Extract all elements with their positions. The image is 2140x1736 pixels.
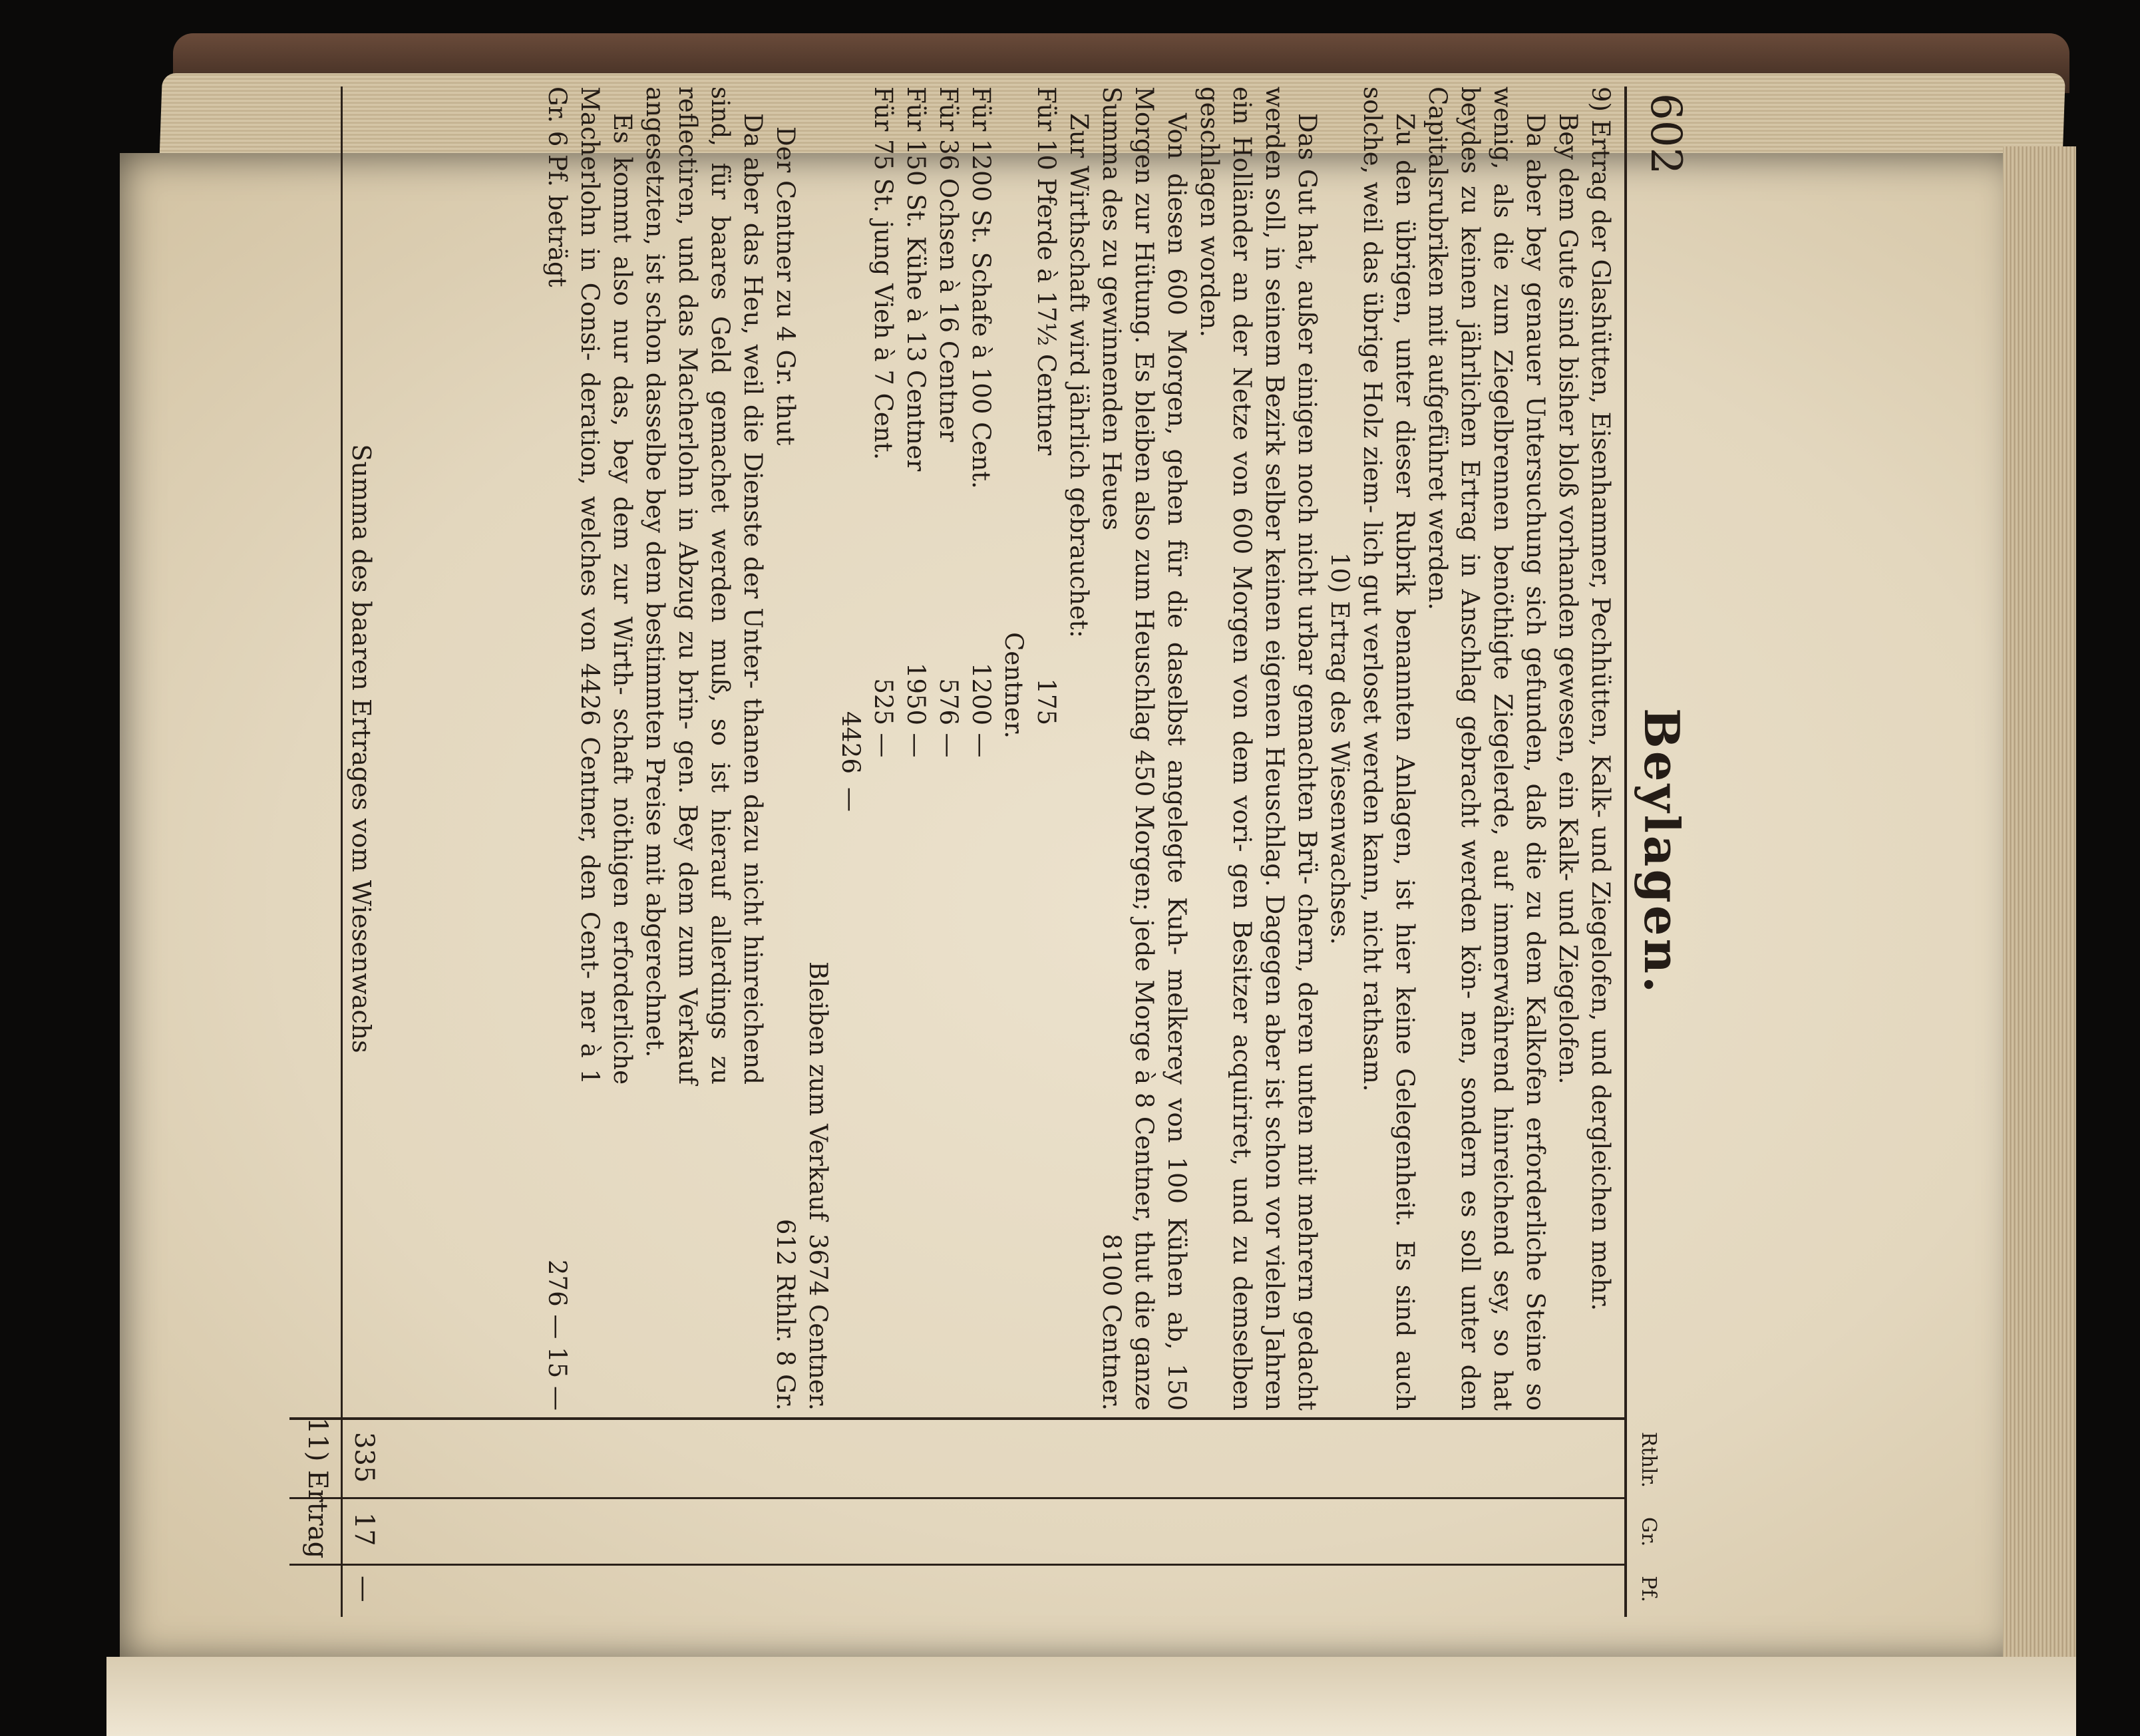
summa-line: Summa des baaren Ertrages vom Wiesenwachs [347, 444, 376, 1053]
wage-value: 276 — 15 — [543, 1260, 572, 1411]
remaining-value: 3674 Centner. [804, 1234, 832, 1411]
paragraph: Bey dem Gute sind bisher bloß vorhanden gewesen, ein Kalk- und Ziegelofen. [1554, 113, 1582, 1085]
paragraph: Zur Wirthschaft wird jährlich gebrauchet: [1065, 113, 1093, 638]
paragraph: Das Gut hat, außer einigen noch nicht urbar gemachten Brü- chern, deren unten mit mehrern gedacht werden soll, in seinem Bezirk selber keinen eigenen Heuschlag. Dagegen aber ist schon vor vielen Jahren ein Holländer an der Netze von 600 Morgen von dem vori- gen Besitzer acquiriret, und zu demselben geschlagen worden. [1195, 87, 1322, 1411]
table-row [997, 87, 1063, 1411]
summa-amounts [349, 1417, 379, 1617]
row-label: Für 75 St. jung Vieh à 7 Cent. [869, 87, 898, 460]
wage-row [541, 87, 639, 1411]
table-row [965, 87, 997, 1411]
table-row [867, 87, 900, 1411]
row-value: 1200 [967, 662, 995, 725]
remaining-row [802, 87, 834, 1411]
price-row [769, 87, 802, 1411]
paragraph-text: Von diesen 600 Morgen, gehen für die daselbst angelegte Kuh- melkerey von 100 Kühen ab, 150 Morgen zur Hütung. Es bleiben also zum Heuschlag 450 Morgen; jede Morge à 8 Centner, thut die ganze Summa des zu gewinnenden Heues [1097, 87, 1191, 1411]
page-header [1624, 87, 1697, 1617]
section-10-heading: 10) Ertrag des Wiesenwachses. [1326, 552, 1354, 946]
column-header-gr: Gr. [1637, 1516, 1660, 1547]
column-header-rthlr: Rthlr. [1637, 1431, 1660, 1488]
column-header-pf: Pf. [1637, 1576, 1660, 1603]
amount-column-rule [289, 1564, 1627, 1566]
amount-column-headers [1637, 1417, 1660, 1617]
table-row [900, 87, 932, 1411]
top-rule [1624, 87, 1627, 1617]
amount-column-rule [289, 1497, 1627, 1499]
price-value: 612 Rthlr. 8 Gr. [771, 1218, 800, 1411]
catchword: 11) Ertrag [302, 1417, 333, 1559]
paragraph: Da aber bey genauer Untersuchung sich gefunden, daß die zu dem Kalkofen erforderliche Steine so wenig, als die zum Ziegelbrennen benöthigte Ziegelerde, auf immerwährend hinreichend sey, so hat beydes zu keinen jährlichen Ertrag in Anschlag gebracht werden kön- nen, sondern es soll unter den Capitalsrubriken mit aufgeführet werden. [1423, 87, 1550, 1411]
bottom-rule [341, 87, 343, 1617]
facing-page-edge [106, 1657, 2076, 1736]
subtotal-value: 4426 [836, 711, 865, 774]
amount-pf: — [349, 1575, 379, 1602]
printed-page-content [273, 87, 1697, 1617]
row-dash: — [934, 733, 963, 758]
page-edges-right [2003, 146, 2076, 1670]
amount-column-rule [289, 1417, 1627, 1420]
paragraph: Zu den übrigen, unter dieser Rubrik benannten Anlagen, ist hier keine Gelegenheit. Es sind auch solche, weil das übrige Holz ziem- lich gut verloset werden kann, nicht rathsam. [1358, 87, 1419, 1411]
remaining-label: Bleiben zum Verkauf [804, 961, 832, 1221]
running-title: Beylagen. [1634, 707, 1690, 996]
body-text [541, 87, 1617, 1411]
subtotal-row [834, 87, 867, 1411]
paragraph: Es kommt also nur das, bey dem zur Wirth- schaft nöthigen erforderliche Macherlohn in Consi- deration, welches von 4426 Centner, den Cent- ner à 1 Gr. 6 Pf. beträgt [543, 87, 637, 1085]
row-label: Für 36 Ochsen à 16 Centner [934, 87, 963, 442]
table-row [932, 87, 965, 1411]
subtotal-dash: — [836, 787, 865, 812]
row-value: 576 [934, 678, 963, 725]
page-number: 602 [1641, 93, 1690, 175]
row-label: Für 1200 St. Schafe à 100 Cent. [967, 87, 995, 489]
price-line: Der Centner zu 4 Gr. thut [771, 126, 800, 446]
row-dash: — [869, 733, 898, 758]
row-value: 525 [869, 678, 898, 725]
paragraph [1095, 87, 1193, 1411]
row-value: 175 Centner. [999, 632, 1061, 739]
amount-rthlr: 335 [349, 1432, 379, 1483]
row-dash: — [967, 733, 995, 758]
row-label: Für 150 St. Kühe à 13 Centner [902, 87, 930, 472]
row-value: 1950 [902, 662, 930, 725]
row-dash: — [902, 733, 930, 758]
section-9-heading: 9) Ertrag der Glashütten, Eisenhammer, Pechhütten, Kalk- und Ziegelofen, und dergleichen mehr. [1586, 87, 1615, 1311]
hay-total: 8100 Centner. [1097, 1234, 1126, 1411]
amount-gr: 17 [349, 1512, 379, 1546]
paragraph: Da aber das Heu, weil die Dienste der Unter- thanen dazu nicht hinreichend sind, für baares Geld gemachet werden muß, so ist hierauf allerdings zu reflectiren, und das Macherlohn in Abzug zu brin- gen. Bey dem zum Verkauf angesetzten, ist schon dasselbe bey dem bestimmten Preise mit abgerechnet. [641, 87, 767, 1085]
row-label: Für 10 Pferde à 17½ Centner [1032, 87, 1061, 456]
